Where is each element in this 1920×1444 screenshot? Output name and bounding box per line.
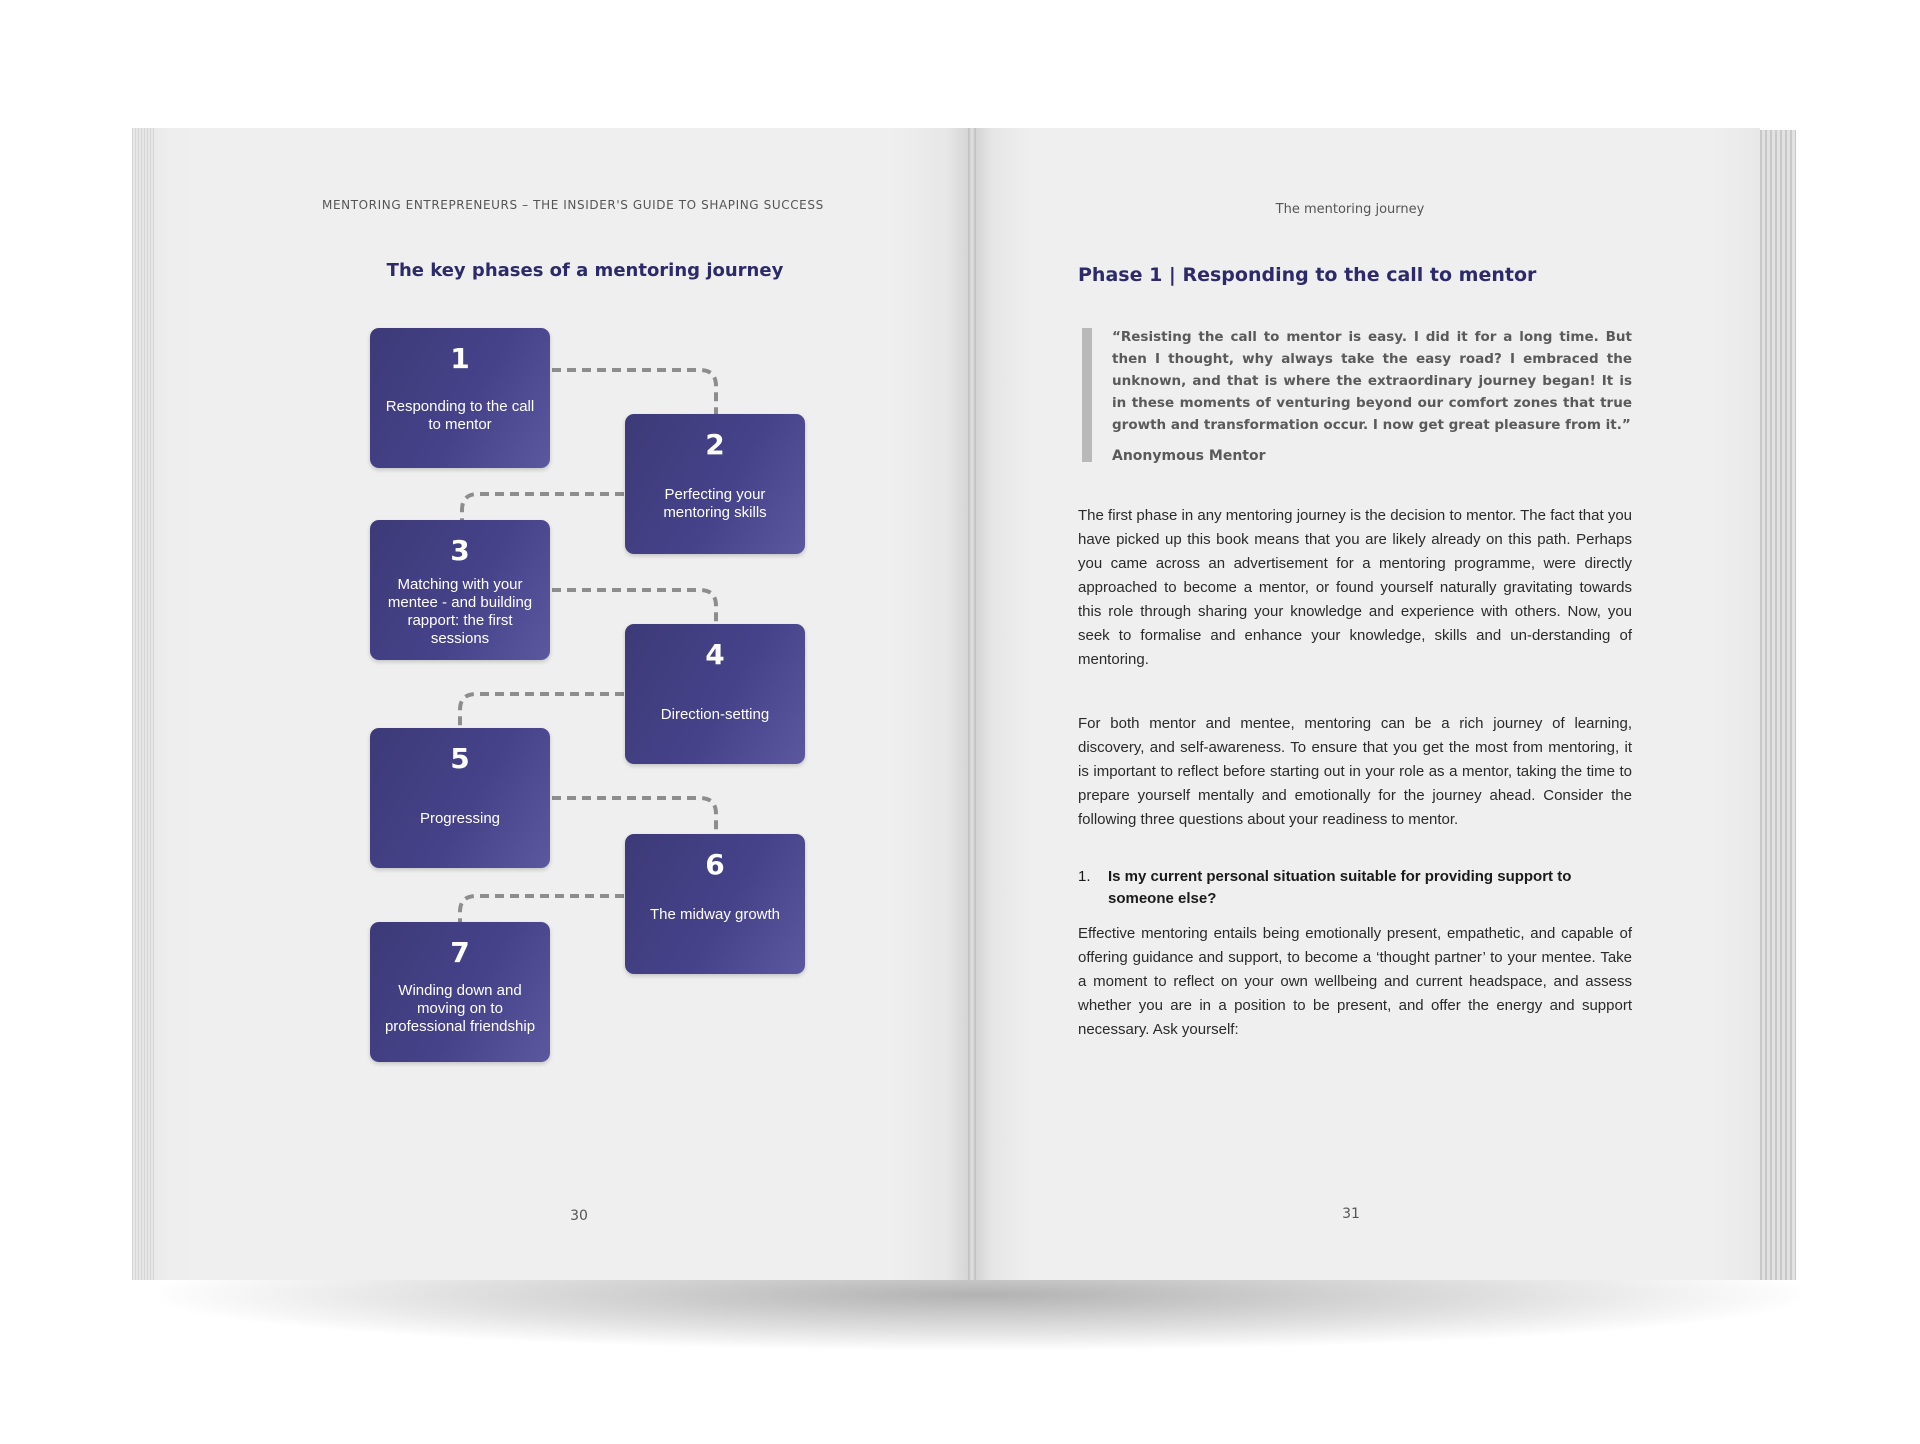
- quote-bar: [1082, 328, 1092, 462]
- question-text: Is my current personal situation suitable for providing support to someone else?: [1108, 868, 1572, 907]
- phase-number-4: 4: [705, 638, 725, 671]
- phase-label-1: Responding to the call to mentor: [385, 398, 535, 433]
- left-running-head: MENTORING ENTREPRENEURS – THE INSIDER'S GUIDE TO SHAPING SUCCESS: [322, 198, 824, 212]
- phase-box-1: [370, 328, 550, 468]
- question-number: 1.: [1078, 868, 1091, 885]
- phase-number-2: 2: [705, 428, 725, 461]
- right-page: [972, 128, 1760, 1280]
- diagram-title: The key phases of a mentoring journey: [386, 260, 784, 281]
- paragraph-3: Effective mentoring entails being emotionally present, empathetic, and capable of offering guidance and support, to become a ‘thought partner’ to your mentee. Take a moment to reflect on your own wellbeing and current headspace, and assess whether you are in a position to be present, and offer the energy and support necessary. Ask yourself:: [1078, 925, 1632, 1038]
- quote-text: “Resisting the call to mentor is easy. I did it for a long time. But then I thought, why always take the easy road? I embraced the unknown, and that is where the extraordinary journey began! It is in these moments of venturing beyond our comfort zones that true growth and transformation occur. I now get great pleasure from it.”: [1112, 329, 1632, 433]
- phase-box-7: [370, 922, 550, 1062]
- left-page-number: 30: [570, 1208, 588, 1224]
- phase-number-1: 1: [450, 342, 470, 375]
- phase-number-3: 3: [450, 534, 470, 567]
- left-page: [132, 128, 972, 1280]
- phase-label-5: Progressing: [419, 810, 501, 827]
- right-running-head: The mentoring journey: [1275, 202, 1425, 217]
- phase-label-7: Winding down and moving on to professional friendship: [384, 982, 536, 1035]
- phase-box-6: [625, 834, 805, 974]
- phase-number-6: 6: [705, 848, 725, 881]
- phase-box-5: [370, 728, 550, 868]
- paragraph-2: For both mentor and mentee, mentoring can be a rich journey of learning, discovery, and self-awareness. To ensure that you get the most from mentoring, it is important to reflect before starting out in your role as a mentor, taking the time to prepare yourself mentally and emotionally for the journey ahead. Consider the following three questions about your readiness to mentor.: [1078, 715, 1632, 828]
- phase-label-3: Matching with your mentee - and building rapport: the first sessions: [387, 576, 533, 647]
- left-page-edges: [132, 128, 154, 1280]
- phase-number-5: 5: [450, 742, 470, 775]
- right-page-edges: [1760, 130, 1796, 1280]
- phase-box-2: [625, 414, 805, 554]
- phase-box-3: [370, 520, 550, 660]
- phase-number-7: 7: [450, 936, 470, 969]
- book-spine: [968, 128, 976, 1280]
- phase-label-6: The midway growth: [649, 906, 781, 923]
- phase-title: Phase 1 | Responding to the call to mentor: [1078, 264, 1537, 286]
- quote-author: Anonymous Mentor: [1112, 448, 1266, 464]
- right-page-number: 31: [1342, 1206, 1360, 1222]
- phase-label-4: Direction-setting: [660, 706, 770, 723]
- paragraph-1: The first phase in any mentoring journey is the decision to mentor. The fact that you have picked up this book means that you are likely already on this path. Perhaps you came across an advertisement for a mentoring programme, were directly approached to become a mentor, or found yourself naturally gravitating towards this role through sharing your knowledge and experience with others. Now, you seek to formalise and enhance your knowledge, skills and un-derstanding of mentoring.: [1078, 507, 1632, 668]
- phase-label-2: Perfecting your mentoring skills: [663, 486, 767, 521]
- phase-box-4: [625, 624, 805, 764]
